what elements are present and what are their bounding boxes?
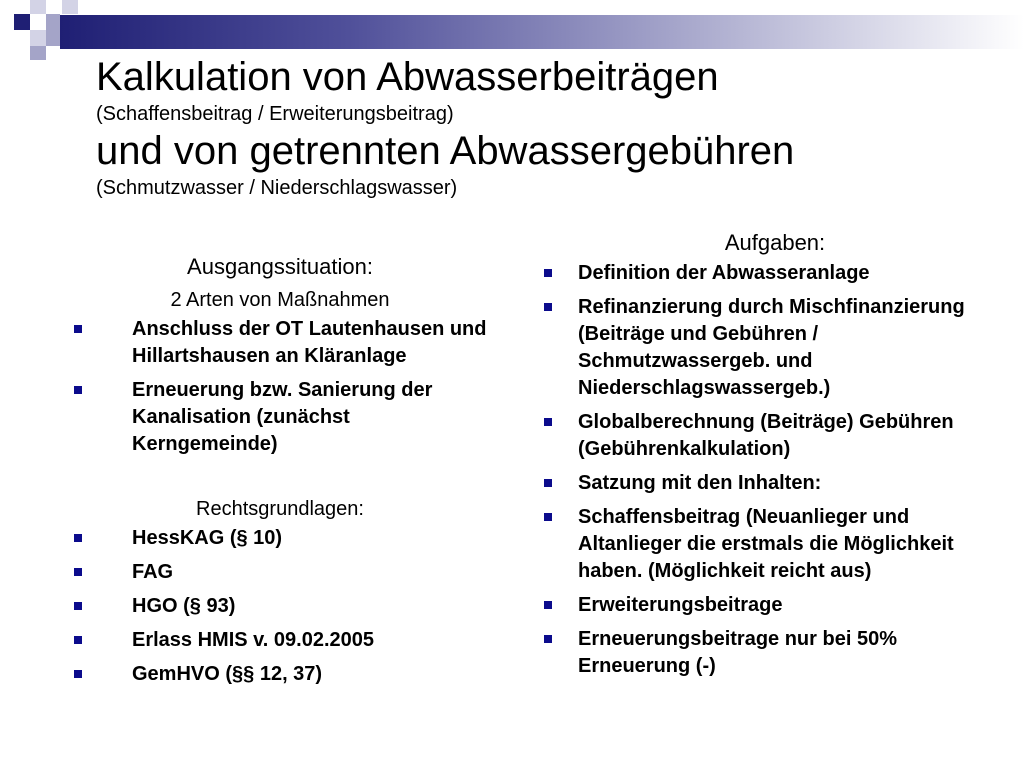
bullet-icon — [544, 418, 552, 426]
decor-square — [30, 46, 46, 60]
title-line-1: Kalkulation von Abwasserbeiträgen — [96, 55, 719, 99]
list-item — [536, 592, 1014, 619]
bullet-icon — [74, 534, 82, 542]
left-column — [70, 250, 490, 695]
decor-square — [46, 30, 60, 46]
bullet-icon — [544, 303, 552, 311]
list-item-text: Satzung mit den Inhalten: — [578, 472, 822, 494]
bullet-icon — [544, 513, 552, 521]
decor-square — [46, 14, 60, 30]
list-item — [536, 470, 1014, 497]
decor-square — [30, 30, 46, 46]
list-item — [70, 559, 490, 586]
title-line-2: (Schaffensbeitrag / Erweiterungsbeitrag) — [96, 103, 454, 125]
list-item — [70, 661, 490, 688]
list-item-text: Anschluss der OT Lautenhausen und Hillartshausen an Kläranlage — [132, 318, 487, 367]
situation-list — [70, 316, 490, 458]
bullet-icon — [74, 670, 82, 678]
list-item — [536, 409, 1014, 463]
title-line-4: (Schmutzwasser / Niederschlagswasser) — [96, 177, 458, 199]
left-heading: Ausgangssituation: — [187, 254, 373, 279]
list-item-text: HGO (§ 93) — [132, 595, 236, 617]
spacer — [70, 465, 490, 493]
list-item — [536, 294, 1014, 402]
list-item-text: Refinanzierung durch Mischfinanzierung (Beiträge und Gebühren / Schmutzwassergeb. und Niederschlagswassergeb.) — [578, 296, 965, 399]
bullet-icon — [544, 479, 552, 487]
list-item-text: Definition der Abwasseranlage — [578, 262, 870, 284]
tasks-list — [536, 260, 1014, 680]
list-item-text: Erneuerungsbeitrage nur bei 50% Erneuerung (-) — [578, 628, 897, 677]
title-line-3: und von getrennten Abwassergebühren — [96, 129, 795, 173]
right-heading: Aufgaben: — [724, 230, 826, 255]
list-item — [70, 316, 490, 370]
list-item — [536, 260, 1014, 287]
slide-title — [96, 54, 996, 202]
list-item-text: Erlass HMIS v. 09.02.2005 — [132, 629, 375, 651]
list-item-text: HessKAG (§ 10) — [132, 527, 283, 549]
list-item — [70, 627, 490, 654]
bullet-icon — [544, 601, 552, 609]
list-item-text: Globalberechnung (Beiträge) Gebühren (Gebührenkalkulation) — [578, 411, 954, 460]
decor-square — [62, 0, 78, 14]
bullet-icon — [74, 325, 82, 333]
decor-square — [30, 0, 46, 14]
right-column — [536, 226, 1014, 687]
bullet-icon — [544, 635, 552, 643]
bullet-icon — [74, 636, 82, 644]
list-item-text: GemHVO (§§ 12, 37) — [132, 663, 323, 685]
list-item — [70, 377, 490, 458]
bullet-icon — [544, 269, 552, 277]
list-item-text: Erweiterungsbeitrage — [578, 594, 783, 616]
list-item — [536, 626, 1014, 680]
legal-list — [70, 525, 490, 688]
list-item-text: Erneuerung bzw. Sanierung der Kanalisation (zunächst Kerngemeinde) — [132, 379, 433, 455]
decor-square — [14, 14, 30, 30]
left-subheading: 2 Arten von Maßnahmen — [170, 289, 390, 311]
list-item — [70, 525, 490, 552]
list-item — [70, 593, 490, 620]
bullet-icon — [74, 602, 82, 610]
list-item — [536, 504, 1014, 585]
header-gradient-bar — [60, 15, 1024, 49]
bullet-icon — [74, 386, 82, 394]
list-item-text: FAG — [132, 561, 174, 583]
bullet-icon — [74, 568, 82, 576]
legal-heading: Rechtsgrundlagen: — [196, 498, 364, 520]
list-item-text: Schaffensbeitrag (Neuanlieger und Altanlieger die erstmals die Möglichkeit haben. (Möglichkeit reicht aus) — [578, 506, 954, 582]
